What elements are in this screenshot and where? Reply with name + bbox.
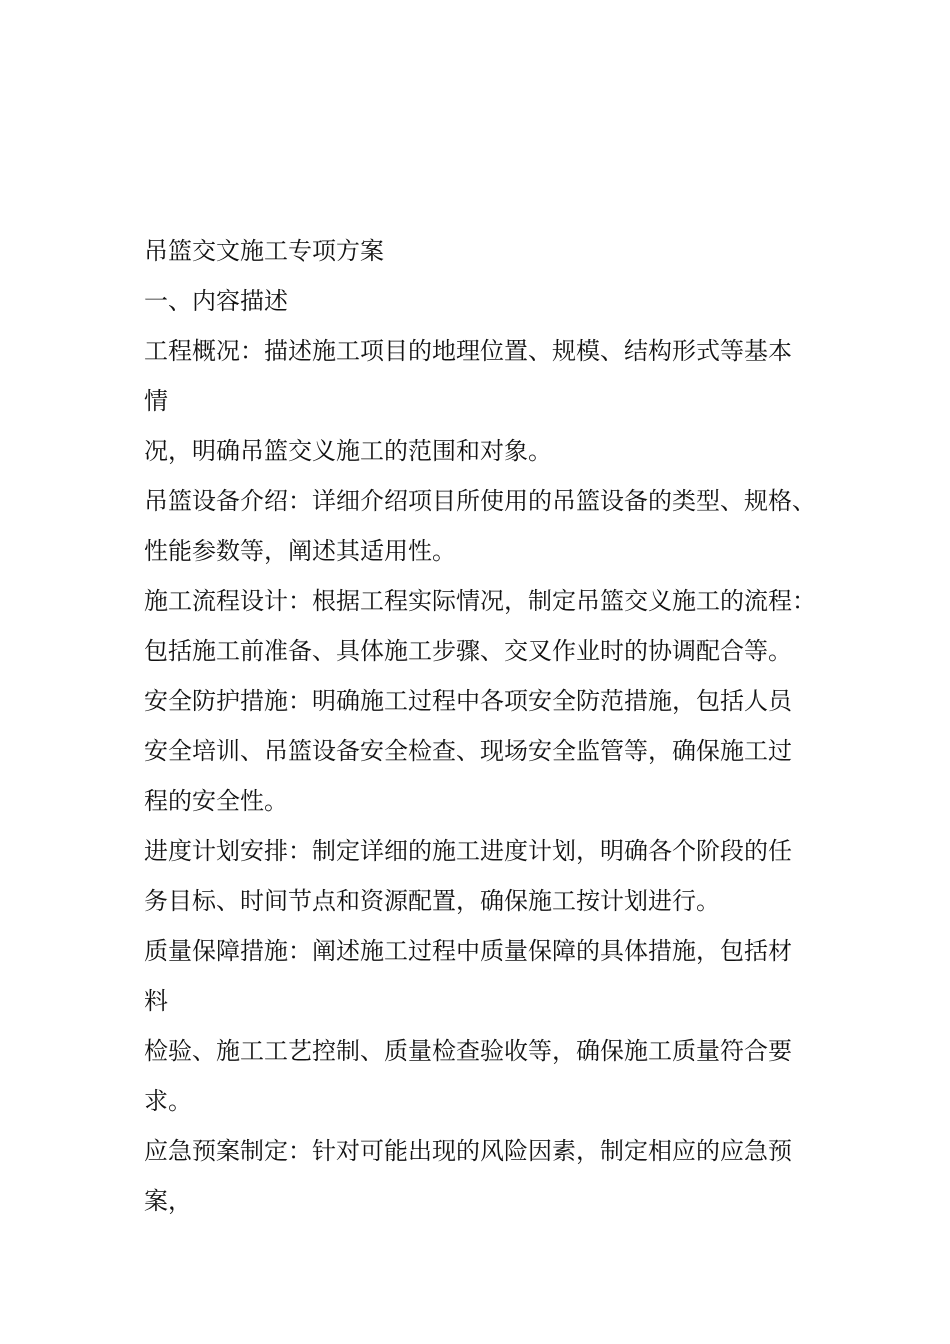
text-line: 吊篮设备介绍：详细介绍项目所使用的吊篮设备的类型、规格、 bbox=[144, 487, 816, 515]
text-line: 况，明确吊篮交义施工的范围和对象。 bbox=[144, 437, 552, 465]
text-line: 施工流程设计：根据工程实际情况，制定吊篮交义施工的流程： bbox=[144, 587, 816, 615]
text-line: 情 bbox=[144, 387, 168, 415]
text-line: 应急预案制定：针对可能出现的风险因素，制定相应的应急预 bbox=[144, 1137, 792, 1165]
text-line: 程的安全性。 bbox=[144, 787, 288, 815]
text-line: 求。 bbox=[144, 1087, 192, 1115]
text-line: 质量保障措施：阐述施工过程中质量保障的具体措施，包括材 bbox=[144, 937, 792, 965]
section-heading: 一、内容描述 bbox=[144, 287, 288, 315]
text-line: 性能参数等，阐述其适用性。 bbox=[144, 537, 456, 565]
document-title: 吊篮交文施工专项方案 bbox=[144, 237, 384, 265]
text-line: 务目标、时间节点和资源配置，确保施工按计划进行。 bbox=[144, 887, 720, 915]
document-body bbox=[144, 226, 824, 1226]
text-line: 案， bbox=[144, 1187, 192, 1215]
text-line: 安全防护措施：明确施工过程中各项安全防范措施，包括人员 bbox=[144, 687, 792, 715]
text-line: 检验、施工工艺控制、质量检查验收等，确保施工质量符合要 bbox=[144, 1037, 792, 1065]
text-line: 料 bbox=[144, 987, 168, 1015]
text-line: 安全培训、吊篮设备安全检查、现场安全监管等，确保施工过 bbox=[144, 737, 792, 765]
text-line: 工程概况：描述施工项目的地理位置、规模、结构形式等基本 bbox=[144, 337, 792, 365]
text-line: 进度计划安排：制定详细的施工进度计划，明确各个阶段的任 bbox=[144, 837, 792, 865]
text-line: 包括施工前准备、具体施工步骤、交叉作业时的协调配合等。 bbox=[144, 637, 792, 665]
